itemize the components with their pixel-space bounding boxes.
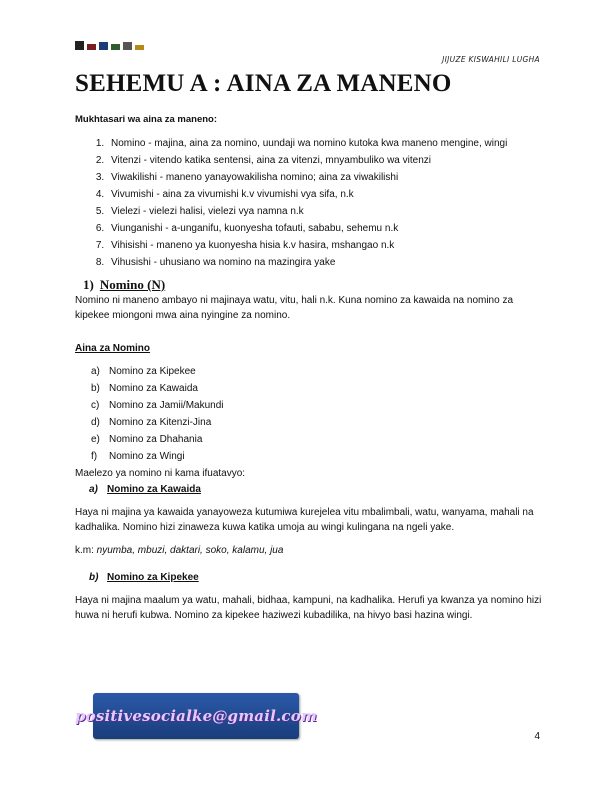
logo-block — [75, 41, 84, 50]
noun-type-item — [91, 381, 545, 396]
example-prefix: k.m: — [75, 545, 94, 556]
item-letter: a) — [91, 366, 100, 377]
example-words: nyumba, mbuzi, daktari, soko, kalamu, jua — [96, 545, 284, 556]
noun-types-list — [75, 364, 545, 464]
section-heading-nomino — [83, 277, 545, 292]
item-letter: b) — [91, 383, 100, 394]
item-text: Nomino za Kitenzi-Jina — [109, 417, 212, 428]
summary-item: 7. Vihisishi - maneno ya kuonyesha hisia k.v hasira, mshangao n.k — [107, 238, 545, 253]
subheading-letter: b) — [89, 572, 99, 583]
subheading-text: Nomino za Kawaida — [107, 484, 201, 495]
kipekee-paragraph: Haya ni majina maalum ya watu, mahali, bidhaa, kampuni, na kadhalika. Herufi ya kwanza ya nomino hizi huwa ni herufi kubwa. Nomino za kipekee haziwezi kubadilika, na hivyo basi hazina wingi. — [75, 595, 542, 621]
item-letter: d) — [91, 417, 100, 428]
publisher-logo-blocks — [75, 41, 144, 50]
noun-type-item — [91, 432, 545, 447]
explanation-lead: Maelezo ya nomino ni kama ifuatavyo: — [75, 468, 246, 479]
logo-block — [135, 45, 144, 50]
summary-item: 8. Vihusishi - uhusiano wa nomino na mazingira yake — [107, 255, 545, 270]
page-number: 4 — [534, 731, 540, 742]
page-title: SEHEMU A : AINA ZA MANENO — [75, 70, 452, 97]
summary-item: 2. Vitenzi - vitendo katika sentensi, aina za vitenzi, mnyambuliko wa vitenzi — [107, 153, 545, 168]
section-number: 1) — [83, 277, 94, 292]
subheading-kipekee — [89, 570, 545, 585]
noun-type-item — [91, 449, 545, 464]
item-text: Nomino za Jamii/Makundi — [109, 400, 224, 411]
logo-block — [99, 42, 108, 50]
types-label: Aina za Nomino — [75, 343, 151, 354]
example-line — [75, 543, 545, 558]
logo-block — [111, 44, 120, 50]
item-letter: c) — [91, 400, 100, 411]
running-head: JIJUZE KISWAHILI LUGHA — [442, 55, 540, 64]
summary-item: 3. Viwakilishi - maneno yanayowakilisha nomino; aina za viwakilishi — [107, 170, 545, 185]
noun-type-item — [91, 364, 545, 379]
subheading-letter: a) — [89, 484, 98, 495]
email-text: positivesocialke@gmail.com — [74, 707, 318, 725]
summary-list — [75, 136, 545, 270]
item-text: Nomino za Kipekee — [109, 366, 196, 377]
noun-type-item — [91, 415, 545, 430]
summary-item: 6. Viunganishi - a-unganifu, kuonyesha tofauti, sababu, sehemu n.k — [107, 221, 545, 236]
item-letter: f) — [91, 451, 98, 462]
subheading-kawaida — [89, 482, 545, 497]
logo-block — [123, 42, 132, 50]
noun-type-item — [91, 398, 545, 413]
summary-item: 1. Nomino - majina, aina za nomino, uundaji wa nomino kutoka kwa maneno mengine, wingi — [107, 136, 545, 151]
logo-block — [87, 44, 96, 50]
subheading-text: Nomino za Kipekee — [107, 572, 199, 583]
summary-item: 5. Vielezi - vielezi halisi, vielezi vya namna n.k — [107, 204, 545, 219]
item-text: Nomino za Wingi — [109, 451, 185, 462]
kawaida-paragraph: Haya ni majina ya kawaida yanayoweza kutumiwa kurejelea vitu mbalimbali, watu, wanyama, mahali na kadhalika. Nomino hizi zinaweza kuwa katika umoja au wingi kulingana na ngeli yake. — [75, 507, 534, 533]
section-intro: Nomino ni maneno ambayo ni majinaya watu, vitu, hali n.k. Kuna nomino za kawaida na nomino za kipekee miongoni mwa aina nyingine za nomino. — [75, 295, 514, 321]
section-heading-text: Nomino (N) — [99, 277, 166, 292]
item-text: Nomino za Kawaida — [109, 383, 198, 394]
summary-label: Mukhtasari wa aina za maneno: — [75, 114, 218, 125]
item-text: Nomino za Dhahania — [109, 434, 203, 445]
item-letter: e) — [91, 434, 100, 445]
summary-item: 4. Vivumishi - aina za vivumishi k.v vivumishi vya sifa, n.k — [107, 187, 545, 202]
document-body — [75, 112, 545, 623]
email-banner — [74, 693, 318, 739]
